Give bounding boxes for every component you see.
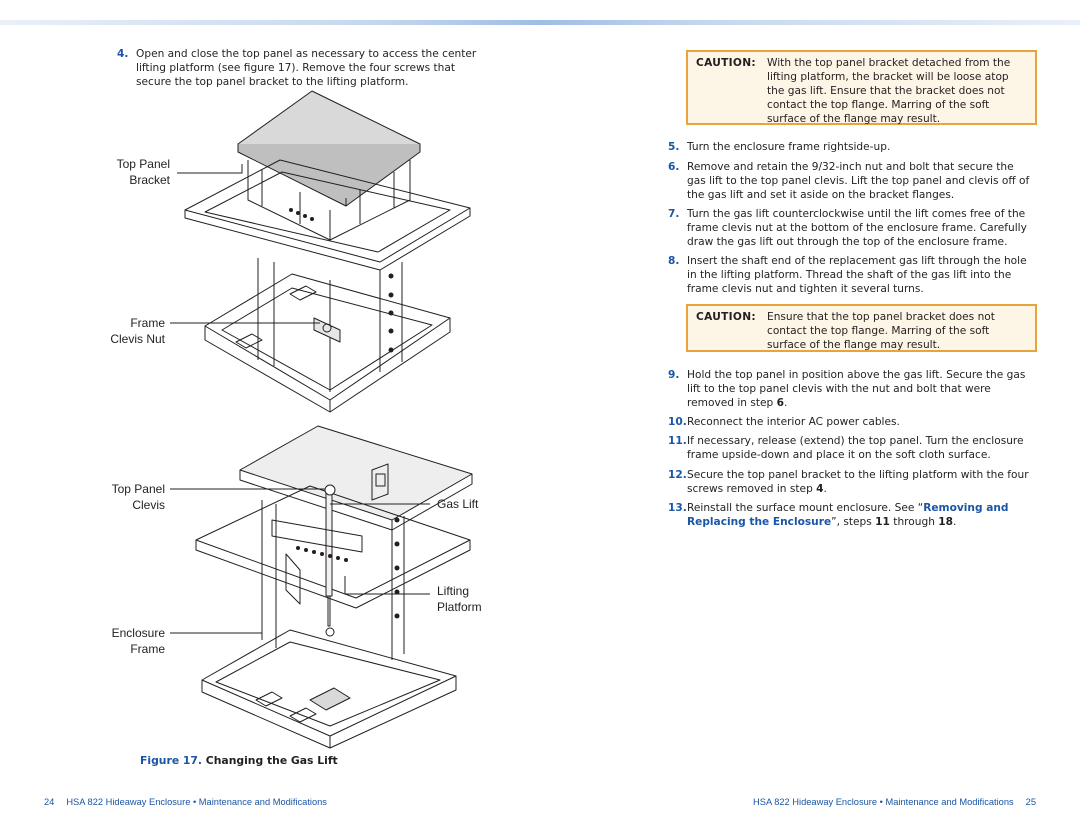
step-10 — [668, 415, 1034, 429]
step-ref: 6 — [776, 397, 785, 409]
step-number: 7. — [668, 208, 680, 220]
caution-label: CAUTION: — [696, 57, 756, 69]
step-5 — [668, 140, 1034, 154]
step-text — [668, 368, 1034, 410]
gas-lift — [326, 492, 332, 596]
step-number: 9. — [668, 369, 680, 381]
step-13 — [668, 501, 1034, 529]
step-8 — [668, 254, 1034, 296]
step-text: Insert the shaft end of the replacement gas lift through the hole in the lifting platform. Thread the shaft of the gas lift into the frame clevis nut and tighten it several turns. — [687, 255, 1027, 295]
page-number-right: 25 — [1025, 797, 1036, 807]
figure-title: Changing the Gas Lift — [205, 754, 338, 767]
step-number: 5. — [668, 141, 680, 153]
step-12 — [668, 468, 1034, 496]
page-number-left: 24 — [44, 797, 55, 807]
step-ref: 18 — [938, 516, 954, 528]
step-number: 11. — [668, 435, 687, 447]
enclosure-bottom — [202, 630, 456, 736]
top-panel-clevis-bracket — [272, 520, 362, 552]
step-6 — [668, 160, 1034, 202]
callout-line: Bracket — [129, 173, 170, 187]
step-9 — [668, 368, 1034, 410]
step-text: Open and close the top panel as necessary to access the center lifting platform (see figure 17). Remove the four screws that secure the top panel bracket to the lifting platform. — [136, 48, 477, 88]
step-text: If necessary, release (extend) the top panel. Turn the enclosure frame upside-down and place it on the soft cloth surface. — [687, 435, 1024, 461]
figure-label: Figure 17. — [140, 754, 203, 767]
footer-title-right: HSA 822 Hideaway Enclosure • Maintenance and Modifications — [753, 797, 1014, 807]
step-7 — [668, 207, 1034, 249]
step-text: Reconnect the interior AC power cables. — [687, 416, 900, 428]
step-text — [668, 501, 1034, 529]
callout-line: Clevis Nut — [110, 332, 165, 346]
step-text: Turn the enclosure frame rightside-up. — [687, 141, 891, 153]
step-text: Remove and retain the 9/32-inch nut and bolt that secure the gas lift to the top panel clevis. Lift the top panel and clevis off of the gas lift and set it aside on the bracket flanges. — [687, 161, 1030, 201]
step-number: 12. — [668, 469, 687, 481]
step-number: 13. — [668, 502, 687, 514]
step-text-part: . — [953, 516, 957, 528]
footer-title-left: HSA 822 Hideaway Enclosure • Maintenance and Modifications — [66, 797, 327, 807]
callout-gas-lift — [437, 496, 478, 512]
callout-top-panel-bracket — [80, 156, 170, 188]
figure-caption — [140, 754, 338, 767]
step-ref: 4 — [816, 483, 824, 495]
step-text-part: Secure the top panel bracket to the lifting platform with the four screws removed in step — [687, 469, 1029, 495]
step-number: 6. — [668, 161, 680, 173]
step-text-part: Hold the top panel in position above the gas lift. Secure the gas lift to the top panel clevis with the nut and bolt that were removed in step — [687, 369, 1026, 409]
step-text: Turn the gas lift counterclockwise until the lift comes free of the frame clevis nut at the bottom of the enclosure frame. Carefully draw the gas lift out through the top of the enclosure frame. — [687, 208, 1027, 248]
callout-line: Lifting — [437, 584, 470, 598]
step-number: 4. — [117, 48, 129, 60]
step-text-part: Reinstall the surface mount enclosure. See “ — [687, 502, 924, 514]
callout-top-panel-clevis — [70, 481, 165, 513]
lifting-platform — [196, 486, 470, 598]
step-text-part: through — [889, 516, 939, 528]
caution-text: Ensure that the top panel bracket does not contact the top flange. Marring of the soft surface of the flange may result. — [767, 311, 995, 351]
caution-text: With the top panel bracket detached from the lifting platform, the bracket will be loose atop the gas lift. Ensure that the bracket does not contact the top flange. Marring of the soft surface of the flange may result. — [767, 57, 1011, 125]
leader-top-panel-bracket — [177, 164, 242, 173]
callout-enclosure-frame — [70, 625, 165, 657]
callout-line: Frame — [130, 316, 165, 330]
callout-line: Enclosure — [111, 626, 165, 640]
callout-line: Top Panel — [111, 482, 165, 496]
caution-box-1 — [686, 50, 1037, 125]
callout-line: Platform — [437, 600, 482, 614]
cross-reference-link[interactable]: Removing and Replacing the Enclosure — [687, 502, 1009, 528]
footer-right — [753, 797, 1036, 807]
step-text-part: . — [784, 397, 788, 409]
step-text-part: ”, steps — [831, 516, 876, 528]
callout-line: Clevis — [132, 498, 165, 512]
leader-lifting-platform — [345, 576, 430, 594]
step-11 — [668, 434, 1034, 462]
caution-label: CAUTION: — [696, 311, 756, 323]
step-ref: 11 — [875, 516, 890, 528]
step-text-part: . — [823, 483, 827, 495]
callout-line: Top Panel — [116, 157, 170, 171]
callout-frame-clevis-nut — [70, 315, 165, 347]
footer-left — [44, 797, 327, 807]
caution-box-2 — [686, 304, 1037, 352]
callout-lifting-platform — [437, 583, 482, 615]
callout-line: Gas Lift — [437, 497, 479, 511]
callout-line: Frame — [130, 642, 165, 656]
step-number: 10. — [668, 416, 687, 428]
step-number: 8. — [668, 255, 680, 267]
step-text — [668, 468, 1034, 496]
